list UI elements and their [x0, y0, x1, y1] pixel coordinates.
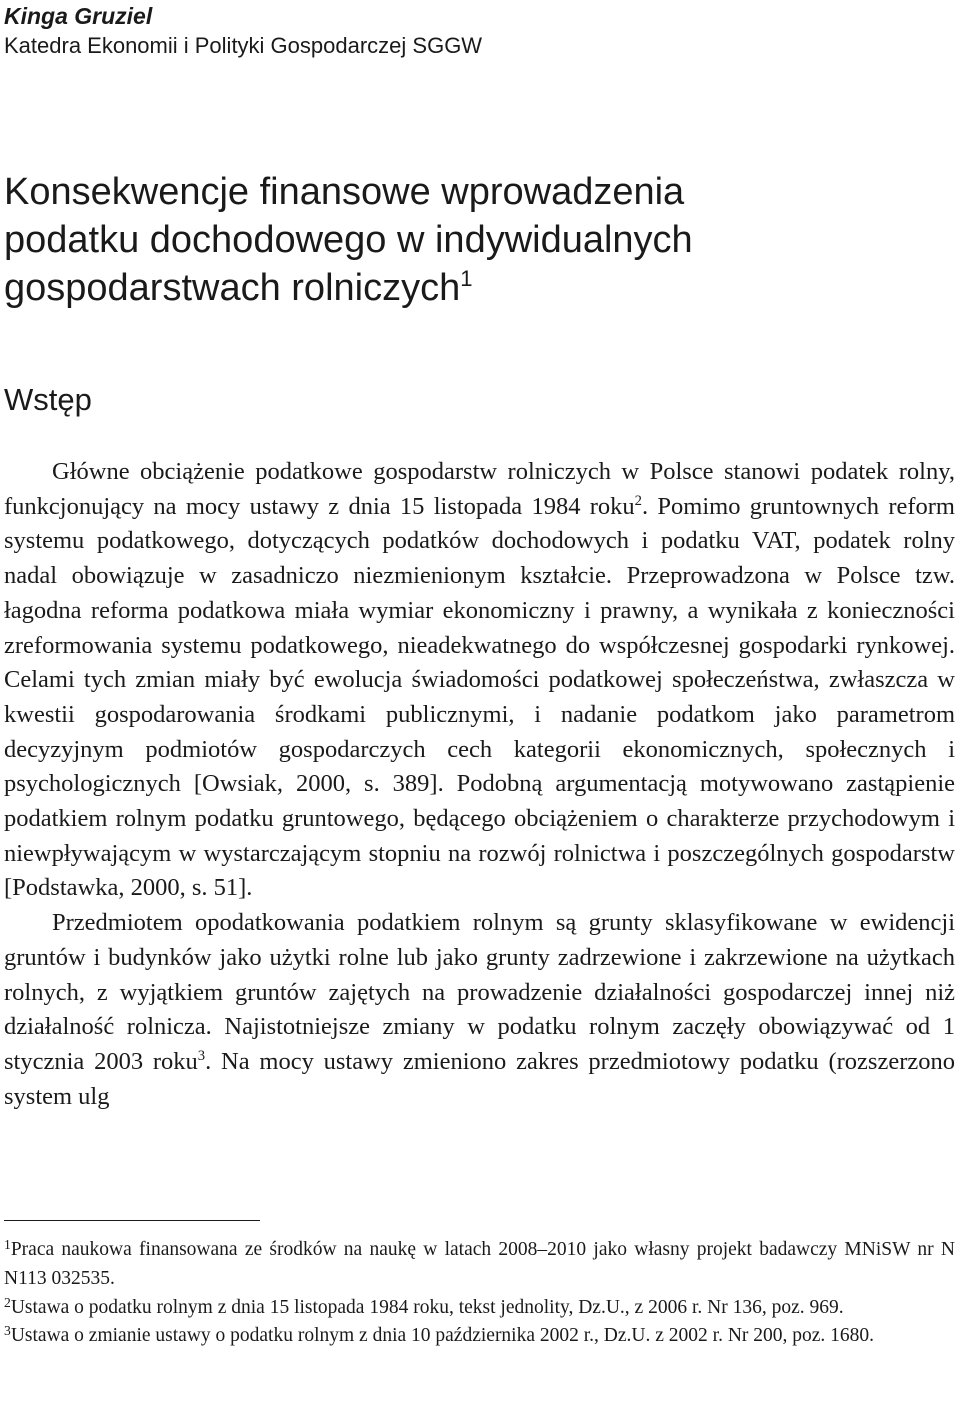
title-line — [4, 264, 955, 312]
body-paragraph — [4, 455, 955, 906]
article-title — [4, 168, 955, 312]
paragraph-text: Główne obciążenie podatkowe gospodarstw rolniczych w Polsce stanowi podatek rolny, funkcjonujący na mocy ustawy z dnia 15 listopada 1984 roku — [4, 458, 955, 520]
title-line: podatku dochodowego w indywidualnych — [4, 219, 693, 261]
footnote-ref: 2 — [634, 492, 642, 509]
paragraph-text: Przedmiotem opodatkowania podatkiem rolnym są grunty sklasyfikowane w ewidencji gruntów i budynków jako użytki rolne lub jako grunty zadrzewione i zakrzewione na użytkach rolnych, z wyjątkiem gruntów zajętych na prowadzenie działalności gospodarczej innej niż działalność rolnicza. Najistotniejsze zmiany w podatku rolnym zaczęły obowiązywać od 1 stycznia 2003 roku — [4, 909, 955, 1075]
footnote-marker: 1 — [4, 1237, 11, 1252]
paragraph-text: . Pomimo gruntownych reform systemu podatkowego, dotyczących podatków dochodowych i podatku VAT, podatek rolny nadal obowiązuje w zasadniczo niezmienionym kształcie. Przeprowadzona w Polsce tzw. łagodna reforma podatkowa miała wymiar ekonomiczny i prawny, a wynikała z konieczności zreformowania systemu podatkowego, nieadekwatnego do współczesnej gospodarki rynkowej. Celami tych zmian miały być ewolucja świadomości podatkowej społeczeństwa, zwłaszcza w kwestii gospodarowania środkami publicznymi, i nadanie podatkom jako parametrom decyzyjnym podmiotów gospodarczych cech kategorii ekonomicznych, społecznych i psychologicznych [Owsiak, 2000, s. 389]. Podobną argumentacją motywowano zastąpienie podatkiem rolnym podatku gruntowego, będącego obciążeniem o charakterze przychodowym i niewpływającym w wystarczającym stopniu na rozwój rolnictwa i poszczególnych gospodarstw [Podstawka, 2000, s. 51]. — [4, 492, 955, 902]
footnote — [4, 1294, 955, 1323]
section-heading: Wstęp — [4, 382, 92, 417]
body-paragraph — [4, 906, 955, 1114]
paragraph-text: . Na mocy ustawy zmieniono zakres przedmiotowy podatku (rozszerzono system ulg — [4, 1047, 955, 1110]
footnote-marker: 3 — [4, 1323, 11, 1339]
footnote-ref: 3 — [197, 1047, 206, 1064]
footnote-marker: 2 — [4, 1294, 11, 1310]
footnote-divider — [4, 1220, 260, 1221]
footnote-text: Praca naukowa finansowana ze środków na naukę w latach 2008–2010 jako własny projekt badawczy MNiSW nr N N113 032535. — [4, 1239, 955, 1289]
footnote-text: Ustawa o podatku rolnym z dnia 15 listopada 1984 roku, tekst jednolity, Dz.U., z 2006 r. Nr 136, poz. 969. — [10, 1296, 844, 1318]
author-name: Kinga Gruziel — [4, 3, 153, 29]
footnote — [4, 1236, 955, 1294]
footnote — [4, 1322, 955, 1351]
author-affiliation: Katedra Ekonomii i Polityki Gospodarczej SGGW — [4, 33, 483, 58]
footnotes — [4, 1236, 955, 1351]
title-footnote-marker: 1 — [460, 266, 473, 291]
body-text — [4, 455, 955, 1114]
title-line: Konsekwencje finansowe wprowadzenia — [4, 171, 685, 213]
footnote-text: Ustawa o zmianie ustawy o podatku rolnym z dnia 10 października 2002 r., Dz.U. z 2002 r. Nr 200, poz. 1680. — [10, 1325, 875, 1347]
title-line-text: gospodarstwach rolniczych — [4, 267, 461, 309]
